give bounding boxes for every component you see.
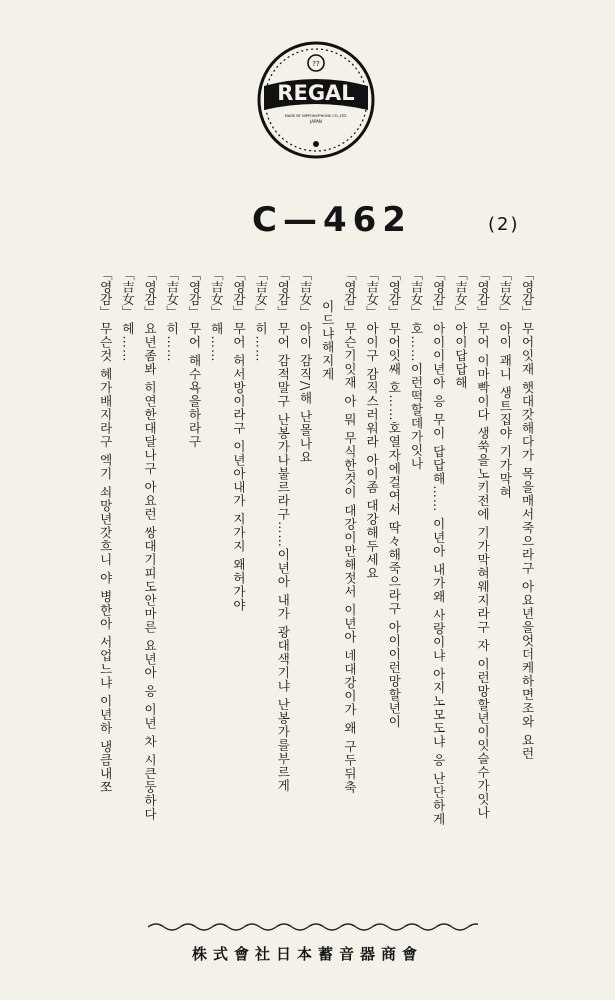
dialogue-column (207, 268, 225, 363)
speaker-label: 「吉女」 (409, 268, 424, 318)
dialogue-text: 무어 해수욕을하라구 (187, 322, 202, 449)
speaker-label: 「吉女」 (209, 268, 225, 318)
dialogue-column (340, 268, 358, 794)
dialogue-column (96, 268, 114, 794)
footer-wavy-rule (148, 920, 478, 934)
dialogue-text: 히…… (253, 322, 269, 363)
dialogue-text: 아이답답해 (453, 322, 469, 390)
dialogue-text: 히…… (164, 322, 180, 363)
dialogue-column (429, 268, 447, 826)
speaker-label: 「吉女」 (497, 268, 513, 318)
speaker-label: 「吉女」 (298, 268, 313, 318)
origin-text: JAPAN (310, 119, 322, 124)
brand-name: REGAL (277, 81, 355, 105)
dialogue-column (518, 268, 536, 760)
dialogue-text: 요년좀봐 히연한대달나구 아요런 쌍대기피도안마른 요년아 응 이년 차 시큰둥하다 (142, 322, 158, 821)
speaker-label: 「영감」 (520, 268, 535, 318)
dialogue-text: 아이이년아 응 무이 답답해…… 이년아 내가왜 사랑이냐 아지노모도냐 응 난단하게 (431, 322, 447, 826)
catalog-number: C—462 (252, 200, 412, 240)
dialogue-text: 아이구 감직스러워라 아이좀 대강해두세요 (364, 322, 380, 580)
maker-text: MADE BY NIPPONOPHONE CO.,LTD. (284, 114, 348, 118)
dialogue-text: 호……이런떡할데가잇나 (409, 322, 424, 471)
dialogue-column (141, 268, 159, 821)
dialogue-column (363, 268, 381, 580)
speaker-label: 「영감」 (342, 268, 358, 318)
dialogue-text: 무어 이마빡이다 생쑥을노키전에 기가막혀웨지라구 자 이런망할년이잇슬수가잇나 (475, 322, 491, 820)
speaker-label: 「吉女」 (120, 268, 136, 318)
speaker-label: 「吉女」 (253, 268, 269, 318)
dialogue-text: 이드냐해지게 (320, 300, 336, 381)
dialogue-text: 무어 허서방이라구 이년아내가 지가지 왜허가야 (231, 322, 247, 612)
speaker-label: 「영감」 (275, 268, 291, 318)
speaker-label: 「吉女」 (364, 268, 380, 318)
speaker-label: 「영감」 (475, 268, 491, 318)
speaker-label: 「영감」 (431, 268, 447, 318)
dialogue-column (296, 268, 314, 464)
dialogue-column (252, 268, 270, 363)
dialogue-column (163, 268, 181, 363)
dialogue-text: 해…… (209, 322, 225, 363)
dialogue-text: 헤…… (120, 322, 136, 363)
dialogue-column (229, 268, 247, 612)
speaker-label: 「영감」 (142, 268, 158, 318)
speaker-label: 「영감」 (98, 268, 114, 318)
dialogue-column (474, 268, 492, 819)
dialogue-column (407, 268, 425, 471)
speaker-label: 「吉女」 (164, 268, 180, 318)
dialogue-column (385, 268, 403, 728)
dialogue-text: 무어잇재 햇대갓해다가 목을매서죽으라구 아요년을엇더케하면조와 요런 (520, 322, 535, 761)
dialogue-column (451, 268, 469, 390)
dialogue-column (118, 268, 136, 363)
dialogue-column (318, 300, 336, 381)
publisher-footer: 株式會社日本蓄音器商會 (191, 945, 423, 963)
dialogue-text: 아이 괘니 생트집야 기가막혀 (497, 322, 513, 499)
dialogue-text: 무어잇쌔 호……호열자에걸여서 딱々해죽으라구 아이이런망할년이 (386, 322, 402, 729)
dialogue-text: 무슨기잇재 아 뭐 무식한것이 대강이만해젓서 이년아 네대강이가 왜 구두뒤축 (342, 322, 358, 794)
dialogue-text: 아이 감직/\해 난몰나요 (298, 322, 313, 464)
dialogue-text: 무슨것 혜가배지라구 엑기 쇠망년갓흐니 야 병한아 서업느냐 이년하 냉큼내쪼 (98, 322, 114, 794)
dialogue-column (185, 268, 203, 448)
dialogue-text: 무어 감적말구 난봉가나불르라구……이년아 내가 광대색기냐 난봉가를부르게 (275, 322, 291, 793)
speaker-label: 「영감」 (231, 268, 247, 318)
regal-label-logo (256, 40, 376, 160)
speaker-label: 「영감」 (386, 268, 402, 318)
dialogue-column (274, 268, 292, 792)
page-number: (2) (488, 214, 520, 235)
dialogue-column (496, 268, 514, 499)
speaker-label: 「吉女」 (453, 268, 469, 318)
speaker-label: 「영감」 (187, 268, 202, 318)
hallmark-emblem: ?? (312, 60, 320, 68)
